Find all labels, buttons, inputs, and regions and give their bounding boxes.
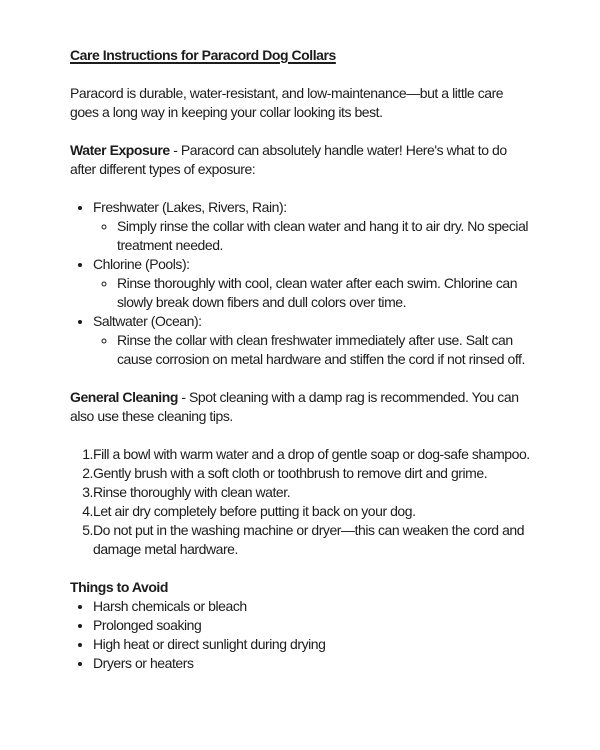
cleaning-steps-list bbox=[70, 445, 530, 559]
general-cleaning-heading: General Cleaning bbox=[70, 389, 178, 405]
intro-paragraph: Paracord is durable, water-resistant, and low-maintenance—but a little care goes a long way in keeping your collar looking its best. bbox=[70, 85, 504, 120]
sub-list bbox=[93, 331, 530, 369]
avoid-list-item: • Prolonged soaking bbox=[93, 616, 530, 635]
cleaning-step-item: 2. Gently brush with a soft cloth or toothbrush to remove dirt and grime. bbox=[93, 464, 530, 483]
avoid-list-item: • Harsh chemicals or bleach bbox=[93, 597, 530, 616]
general-cleaning-paragraph bbox=[70, 388, 530, 426]
sub-list bbox=[93, 217, 530, 255]
avoid-list-item: • High heat or direct sunlight during drying bbox=[93, 635, 530, 654]
cleaning-step-item: 1. Fill a bowl with warm water and a drop of gentle soap or dog-safe shampoo. bbox=[93, 445, 530, 464]
water-exposure-heading: Water Exposure bbox=[70, 142, 170, 158]
things-to-avoid-list bbox=[70, 597, 530, 673]
sub-list bbox=[93, 274, 530, 312]
water-exposure-list bbox=[70, 198, 530, 369]
water-exposure-lead-text: - Paracord can absolutely handle water! Here's what to do after different types of exposure: bbox=[70, 142, 507, 177]
sub-list-item: ◦ Rinse the collar with clean freshwater immediately after use. Salt can cause corrosion on metal hardware and stiffen the cord if not rinsed off. bbox=[117, 331, 530, 369]
sub-list-item: ◦ Simply rinse the collar with clean water and hang it to air dry. No special treatment needed. bbox=[117, 217, 530, 255]
page-title: Care Instructions for Paracord Dog Collars bbox=[70, 47, 336, 63]
cleaning-step-item: 4. Let air dry completely before putting it back on your dog. bbox=[93, 502, 530, 521]
list-item bbox=[93, 198, 530, 255]
avoid-list-item: • Dryers or heaters bbox=[93, 654, 530, 673]
list-item-label: Saltwater (Ocean): bbox=[93, 313, 202, 329]
sub-list-item: ◦ Rinse thoroughly with cool, clean water after each swim. Chlorine can slowly break down fibers and dull colors over time. bbox=[117, 274, 530, 312]
list-item bbox=[93, 312, 530, 369]
cleaning-step-item: 5. Do not put in the washing machine or dryer—this can weaken the cord and damage metal hardware. bbox=[93, 521, 530, 559]
list-item-label: Freshwater (Lakes, Rivers, Rain): bbox=[93, 199, 287, 215]
things-to-avoid-heading: Things to Avoid bbox=[70, 579, 168, 595]
water-exposure-paragraph bbox=[70, 141, 530, 179]
list-item-label: Chlorine (Pools): bbox=[93, 256, 190, 272]
list-item bbox=[93, 255, 530, 312]
cleaning-step-item: 3. Rinse thoroughly with clean water. bbox=[93, 483, 530, 502]
general-cleaning-lead-text: - Spot cleaning with a damp rag is recommended. You can also use these cleaning tips. bbox=[70, 389, 519, 424]
